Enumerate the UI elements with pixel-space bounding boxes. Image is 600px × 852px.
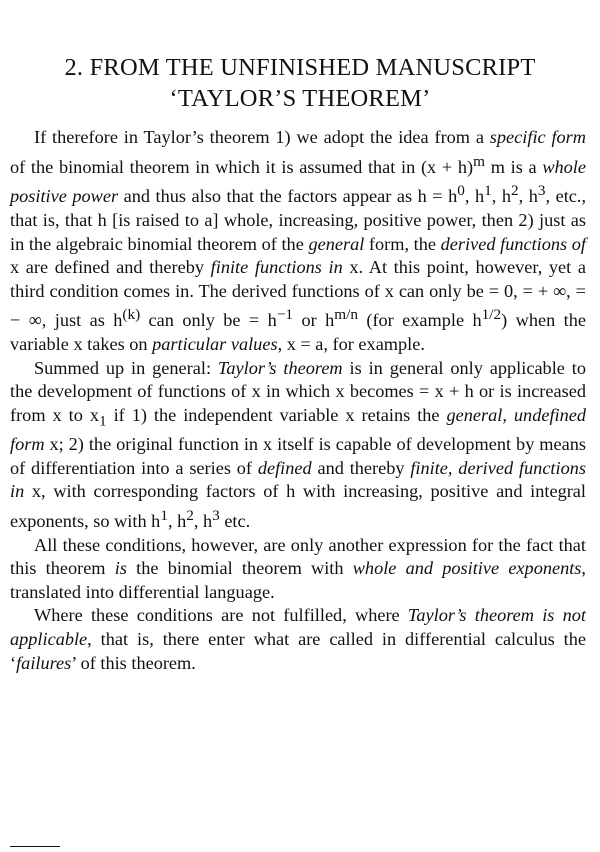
paragraph-2: Summed up in general: Taylor’s theorem is in general only applicable to the development of functions of x in which x becomes = x + h or is increased from x to $x_1$ if 1) the independent variable x retains the general, undefined form x; 2) the original function in x itself is capable of development by means of differentiation into a series of defined and thereby finite, derived functions in x, with corresponding factors of h with increasing, positive and integral exponents, so with $h^1$, $h^2$, $h^3$ etc. (10, 357, 587, 531)
footnote-rule (10, 846, 60, 847)
paragraph-4: Where these conditions are not fulfilled, where Taylor’s theorem is not applicable, that is, there enter what are called in differential calculus the ‘failures’ of this theorem. (10, 605, 586, 673)
paragraph-1: If therefore in Taylor’s theorem 1) we adopt the idea from a specific form of the binomial theorem in which it is assumed that in $(x + h)^m$ m is a whole positive power and thus also that the factors appear as $h = h^0$, $h^1$, $h^2$, $h^3$, etc., that is, that h [is raised to a] whole, increasing, positive power, then 2) just as in the algebraic binomial theorem of the general form, the derived functions of x are defined and thereby finite functions in x. At this point, however, yet a third condition comes in. The derived functions of x can only be = 0, = + ∞, = − ∞, just as $h^{(k)}$ can only be = $h^{-1}$ or $h^{m/n}$ (for example $h^{1/2}$) when the variable x takes on particular values, x = a, for example. (10, 127, 587, 355)
body-text (10, 126, 586, 675)
title-line-2: ‘TAYLOR’S THEOREM’ (169, 85, 431, 112)
chapter-title (0, 52, 600, 114)
paragraph-3: All these conditions, however, are only another expression for the fact that this theorem is the binomial theorem with whole and positive exponents, translated into differential language. (10, 534, 586, 602)
title-line-1: 2. FROM THE UNFINISHED MANUSCRIPT (64, 54, 536, 81)
